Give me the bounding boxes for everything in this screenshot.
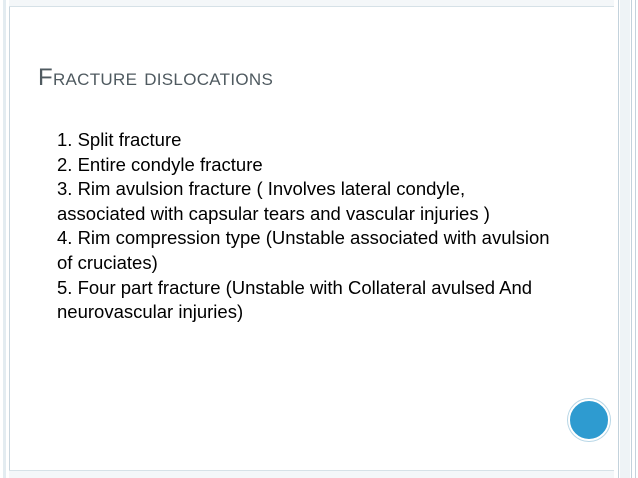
left-border-decoration xyxy=(0,0,10,478)
bottom-border-decoration xyxy=(9,470,614,478)
content-list xyxy=(57,128,557,325)
list-item-5: 5. Four part fracture (Unstable with Collateral avulsed And neurovascular injuries) xyxy=(57,276,533,323)
list-item-2: 2. Entire condyle fracture xyxy=(57,153,263,175)
list-item-4: 4. Rim compression type (Unstable associated with avulsion of cruciates) xyxy=(57,227,550,273)
list-item-3: 3. Rim avulsion fracture ( Involves lateral condyle, associated with capsular tears and vascular injuries ) xyxy=(57,178,490,224)
list-item-1: 1. Split fracture xyxy=(57,129,182,150)
accent-circle-decoration xyxy=(568,399,610,441)
top-border-decoration xyxy=(9,0,614,7)
right-border-decoration xyxy=(614,0,638,478)
slide-title: Fracture dislocations xyxy=(38,64,274,91)
